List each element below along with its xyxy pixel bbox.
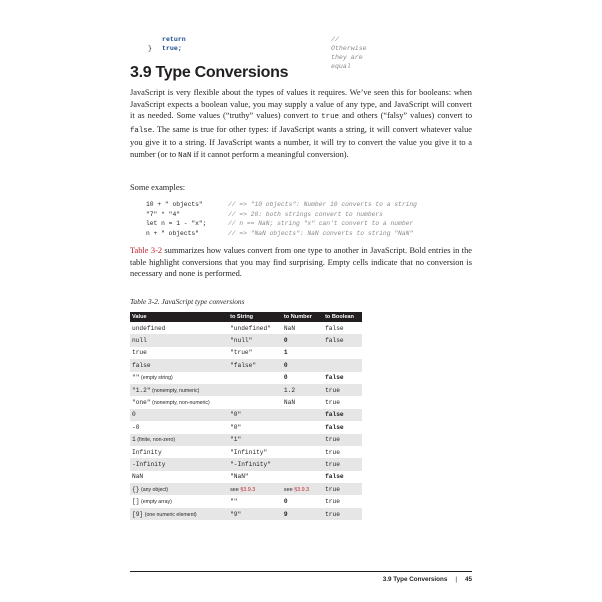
cell-to-boolean-text: false — [325, 473, 344, 481]
cell-to-boolean — [323, 409, 362, 421]
cell-to-string — [228, 508, 282, 520]
value-code: true — [132, 349, 147, 357]
cell-value — [130, 384, 228, 396]
cell-to-number-text: 1.2 — [283, 386, 296, 394]
cell-to-boolean-text: true — [325, 485, 340, 493]
cell-value — [130, 446, 228, 458]
cell-value — [130, 409, 228, 421]
cell-to-boolean-text: true — [325, 399, 340, 407]
cell-value — [130, 495, 228, 507]
cell-to-boolean — [323, 372, 362, 384]
cell-to-number — [282, 396, 323, 408]
value-code: {} — [132, 485, 140, 493]
example-expr: let n = 1 - "x"; — [146, 220, 207, 228]
value-note: (nonempty, non-numeric) — [152, 400, 210, 407]
cell-to-boolean — [323, 471, 362, 483]
cell-value — [130, 434, 228, 446]
cell-to-string-text: "undefined" — [230, 324, 271, 332]
paragraph-table-summary — [130, 245, 472, 280]
footer-section: 3.9 Type Conversions — [382, 576, 448, 583]
table-row — [130, 471, 362, 483]
table-reference-link[interactable]: Table 3-2 — [130, 246, 163, 255]
cell-to-number — [282, 372, 323, 384]
value-code: null — [132, 337, 147, 345]
value-code: 1 — [132, 436, 136, 444]
code-comment: // Otherwise they are equal — [331, 36, 367, 70]
value-code: NaN — [132, 473, 144, 481]
cell-to-string-text: "9" — [230, 510, 242, 518]
value-code: false — [132, 361, 151, 369]
cell-to-string — [228, 396, 282, 408]
footer-rule — [130, 571, 472, 572]
cell-to-string — [228, 409, 282, 421]
table-row — [130, 434, 362, 446]
table-caption: Table 3-2. JavaScript type conversions — [130, 297, 245, 306]
cell-to-number — [282, 495, 323, 507]
cell-to-boolean — [323, 446, 362, 458]
cell-to-number — [282, 508, 323, 520]
cell-to-string — [228, 458, 282, 470]
cell-to-boolean — [323, 421, 362, 433]
cell-to-boolean-text: true — [325, 386, 340, 394]
cell-to-number — [282, 471, 323, 483]
value-code: 0 — [132, 411, 136, 419]
example-comment: // => "10 objects": Number 10 converts to a string — [228, 201, 417, 208]
cell-value — [130, 322, 228, 334]
cell-to-number-text: 0 — [283, 361, 288, 369]
cell-to-string-text: "Infinity" — [230, 448, 268, 456]
cell-to-string-text: "" — [230, 498, 238, 506]
cell-to-boolean — [323, 384, 362, 396]
cell-to-string-text: "0" — [230, 423, 242, 431]
page-footer — [383, 576, 472, 583]
table-header-row — [130, 312, 362, 322]
table-row — [130, 421, 362, 433]
cell-to-boolean-text: true — [325, 436, 340, 444]
cell-to-number-text: 0 — [283, 498, 288, 506]
cell-to-boolean-text: false — [325, 337, 344, 345]
cell-to-number-text: 1 — [283, 349, 288, 357]
table-row — [130, 334, 362, 346]
cell-to-string — [228, 322, 282, 334]
cell-to-boolean-text: true — [325, 448, 340, 456]
cell-to-string-text: "0" — [230, 411, 242, 419]
cell-to-boolean-text: false — [325, 324, 344, 332]
value-note: (empty array) — [141, 499, 172, 506]
footer-separator: | — [455, 576, 457, 583]
code-line-return — [148, 35, 367, 70]
cell-to-string-text: "-Infinity" — [230, 460, 271, 468]
value-code: -0 — [132, 423, 140, 431]
cell-to-string — [228, 446, 282, 458]
code-nan: NaN — [178, 151, 192, 160]
cell-to-boolean — [323, 359, 362, 371]
paragraph-intro — [130, 87, 472, 163]
cell-to-number — [282, 446, 323, 458]
cell-to-string — [228, 483, 282, 495]
header-value: Value — [130, 312, 228, 322]
table-row — [130, 458, 362, 470]
cell-to-string-text: "false" — [230, 361, 257, 369]
cell-to-number — [282, 322, 323, 334]
table-row — [130, 359, 362, 371]
cell-to-number-text: 0 — [283, 337, 288, 345]
para1-text-a: JavaScript is very flexible about the types of values it requires. We’ve seen this for booleans: when JavaScript expects a boolean value, you may supply a value of any type, and JavaScript will convert it as needed. Some values (“truthy” values) convert to — [130, 88, 472, 121]
cell-value — [130, 359, 228, 371]
cell-to-boolean-text: false — [325, 411, 344, 419]
cell-to-number — [282, 347, 323, 359]
value-note: (finite, non-zero) — [137, 437, 176, 444]
cell-to-boolean-text: false — [325, 374, 344, 382]
example-expr: "7" * "4" — [146, 210, 181, 218]
see-section-link[interactable]: see §3.9.3 — [283, 486, 310, 493]
cell-to-string-text: "NaN" — [230, 473, 249, 481]
code-brace: } — [148, 45, 152, 52]
cell-to-number-text: 0 — [283, 374, 288, 382]
cell-value — [130, 458, 228, 470]
table-row — [130, 396, 362, 408]
cell-to-string — [228, 359, 282, 371]
cell-to-string — [228, 434, 282, 446]
cell-value — [130, 508, 228, 520]
cell-to-boolean-text: false — [325, 423, 344, 431]
cell-to-string — [228, 334, 282, 346]
cell-to-string — [228, 347, 282, 359]
value-code: [] — [132, 498, 140, 506]
example-comment: // => 28: both strings convert to numbers — [228, 210, 383, 218]
cell-to-string-text: "1" — [230, 436, 242, 444]
para1-text-c: . The same is true for other types: if JavaScript wants a string, it will convert whatever value you give it to a string. If JavaScript wants a number, it will try to convert the value you give it to a number (or to — [130, 124, 472, 159]
cell-to-number-text: NaN — [283, 324, 296, 332]
cell-value — [130, 372, 228, 384]
value-code: "1.2" — [132, 386, 151, 394]
cell-to-boolean — [323, 495, 362, 507]
table-row — [130, 384, 362, 396]
header-to-string: to String — [228, 312, 282, 322]
example-comment: // n == NaN; string "x" can't convert to a number — [228, 220, 414, 228]
cell-to-boolean — [323, 508, 362, 520]
paragraph-examples-intro: Some examples: — [130, 183, 186, 192]
cell-to-boolean-text: true — [325, 460, 340, 468]
table-row — [130, 347, 362, 359]
table-row — [130, 495, 362, 507]
cell-to-string — [228, 372, 282, 384]
header-to-number: to Number — [282, 312, 323, 322]
value-code: "" — [132, 374, 140, 382]
cell-to-string-text: "null" — [230, 337, 253, 345]
cell-to-string — [228, 384, 282, 396]
code-snippet-top — [148, 35, 367, 70]
table-row — [130, 372, 362, 384]
section-link[interactable]: §3.9.3 — [294, 486, 310, 493]
value-note: (empty string) — [141, 375, 173, 382]
cell-value — [130, 334, 228, 346]
cell-to-number — [282, 483, 323, 495]
cell-to-number — [282, 334, 323, 346]
cell-to-boolean-text: true — [325, 498, 340, 506]
value-code: undefined — [132, 324, 166, 332]
cell-to-string-text: "true" — [230, 349, 253, 357]
cell-to-boolean — [323, 458, 362, 470]
example-comment: // => "NaN objects": NaN converts to string "NaN" — [228, 229, 414, 237]
table-row — [130, 409, 362, 421]
cell-to-string — [228, 421, 282, 433]
footer-page-number: 45 — [464, 576, 472, 583]
table-row — [130, 322, 362, 334]
example-expr: 10 + " objects" — [146, 201, 203, 208]
cell-to-boolean — [323, 434, 362, 446]
cell-to-boolean — [323, 334, 362, 346]
cell-value — [130, 396, 228, 408]
cell-to-number — [282, 384, 323, 396]
value-code: -Infinity — [132, 460, 166, 468]
section-heading: 3.9 Type Conversions — [130, 64, 289, 81]
cell-to-boolean — [323, 396, 362, 408]
table-row — [130, 508, 362, 520]
cell-value — [130, 483, 228, 495]
value-code: [9] — [132, 510, 144, 518]
para1-text-b: and others (“falsy” values) convert to — [338, 111, 473, 121]
table-body — [130, 322, 362, 520]
cell-to-number — [282, 434, 323, 446]
code-return: return true; — [162, 36, 186, 52]
code-line-brace — [148, 44, 152, 53]
example-expr: n + " objects" — [146, 229, 199, 237]
see-section-link[interactable]: see §3.9.3 — [230, 486, 256, 493]
table-row — [130, 483, 362, 495]
cell-to-boolean — [323, 322, 362, 334]
cell-to-number — [282, 421, 323, 433]
cell-to-number-text: 9 — [283, 510, 288, 518]
code-false: false — [130, 126, 153, 135]
cell-value — [130, 471, 228, 483]
cell-value — [130, 421, 228, 433]
value-note: (nonempty, numeric) — [152, 387, 200, 394]
table-row — [130, 446, 362, 458]
value-note: (any object) — [141, 486, 169, 493]
value-note: (one numeric element) — [144, 511, 197, 518]
cell-to-number-text: NaN — [283, 399, 296, 407]
value-code: "one" — [132, 399, 151, 407]
type-conversion-table — [130, 312, 362, 520]
cell-to-boolean — [323, 347, 362, 359]
section-link[interactable]: §3.9.3 — [240, 486, 256, 493]
value-code: Infinity — [132, 448, 162, 456]
cell-to-number — [282, 409, 323, 421]
para1-text-d: if it cannot perform a meaningful conversion). — [191, 149, 349, 159]
cell-to-string — [228, 471, 282, 483]
para3-text: summarizes how values convert from one type to another in JavaScript. Bold entries in the table highlight conversions that you may find surprising. Empty cells indicate that no conversion is necessary and none is performed. — [130, 246, 472, 279]
code-true: true — [321, 113, 339, 122]
cell-to-boolean — [323, 483, 362, 495]
cell-to-number — [282, 458, 323, 470]
cell-value — [130, 347, 228, 359]
header-to-boolean: to Boolean — [323, 312, 362, 322]
cell-to-string — [228, 495, 282, 507]
cell-to-boolean-text: true — [325, 510, 340, 518]
cell-to-number — [282, 359, 323, 371]
